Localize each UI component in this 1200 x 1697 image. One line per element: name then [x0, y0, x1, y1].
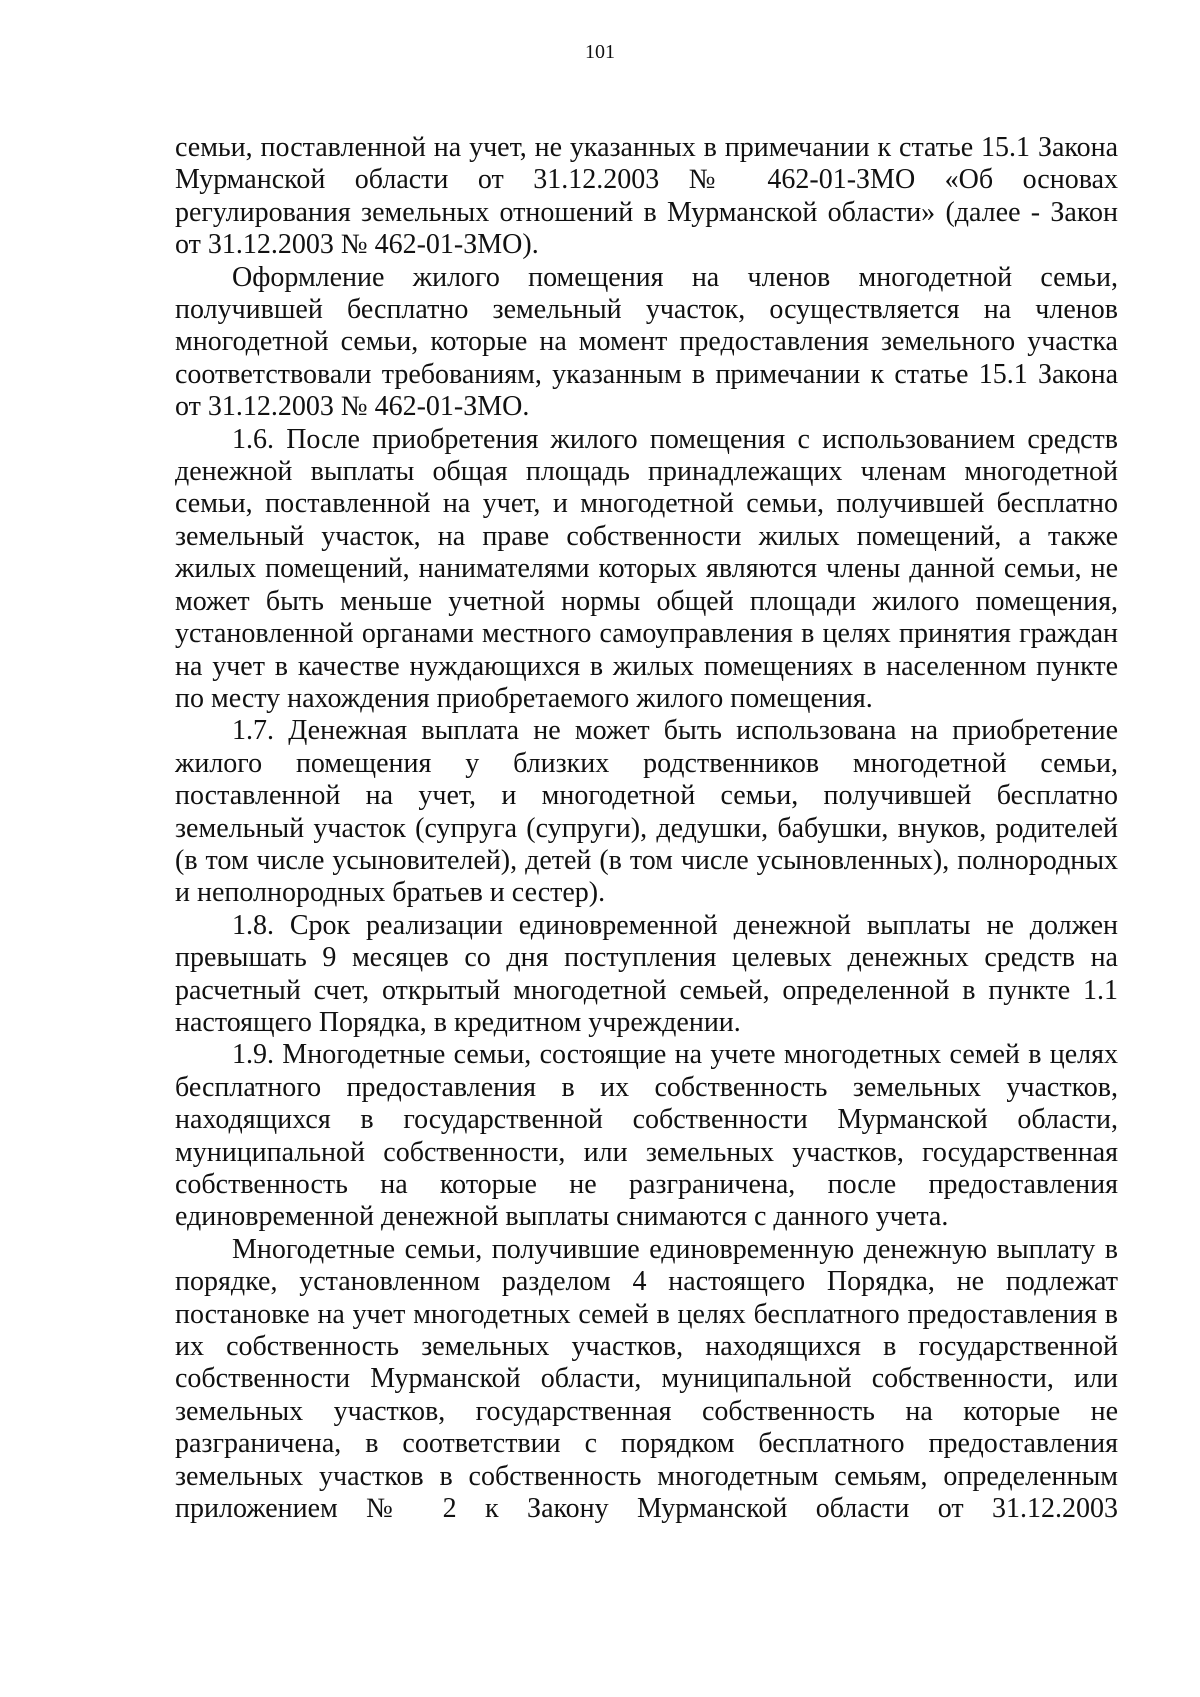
paragraph-1-7: 1.7. Денежная выплата не может быть использована на приобретение жилого помещения у близких родственников многодетной семьи, поставленной на учет, и многодетной семьи, получившей бесплатно земельный участок (супруга (супруги), дедушки, бабушки, внуков, родителей (в том числе усыновителей), детей (в том числе усыновленных), полнородных и неполнородных братьев и сестер). — [175, 715, 1118, 909]
paragraph-continuation: семьи, поставленной на учет, не указанных в примечании к статье 15.1 Закона Мурманской области от 31.12.2003 № 462-01-ЗМО «Об основах регулирования земельных отношений в Мурманской области» (далее - Закон от 31.12.2003 № 462-01-ЗМО). — [175, 132, 1118, 261]
page-number: 101 — [585, 41, 615, 63]
paragraph-1-9: 1.9. Многодетные семьи, состоящие на учете многодетных семей в целях бесплатного предоставления в их собственность земельных участков, находящихся в государственной собственности Мурманской области, муниципальной собственности, или земельных участков, государственная собственность на которые не разграничена, после предоставления единовременной денежной выплаты снимаются с данного учета. — [175, 1039, 1118, 1233]
document-body — [175, 132, 1118, 1525]
paragraph: Многодетные семьи, получившие единовременную денежную выплату в порядке, установленном разделом 4 настоящего Порядка, не подлежат постановке на учет многодетных семей в целях бесплатного предоставления в их собственность земельных участков, находящихся в государственной собственности Мурманской области, муниципальной собственности, или земельных участков, государственная собственность на которые не разграничена, в соответствии с порядком бесплатного предоставления земельных участков в собственность многодетным семьям, определенным приложением № 2 к Закону Мурманской области от 31.12.2003 — [175, 1233, 1118, 1525]
paragraph: Оформление жилого помещения на членов многодетной семьи, получившей бесплатно земельный участок, осуществляется на членов многодетной семьи, которые на момент предоставления земельного участка соответствовали требованиям, указанным в примечании к статье 15.1 Закона от 31.12.2003 № 462-01-ЗМО. — [175, 261, 1118, 423]
paragraph-1-8: 1.8. Срок реализации единовременной денежной выплаты не должен превышать 9 месяцев со дня поступления целевых денежных средств на расчетный счет, открытый многодетной семьей, определенной в пункте 1.1 настоящего Порядка, в кредитном учреждении. — [175, 909, 1118, 1038]
paragraph-1-6: 1.6. После приобретения жилого помещения с использованием средств денежной выплаты общая площадь принадлежащих членам многодетной семьи, поставленной на учет, и многодетной семьи, получившей бесплатно земельный участок, на праве собственности жилых помещений, а также жилых помещений, нанимателями которых являются члены данной семьи, не может быть меньше учетной нормы общей площади жилого помещения, установленной органами местного самоуправления в целях принятия граждан на учет в качестве нуждающихся в жилых помещениях в населенном пункте по месту нахождения приобретаемого жилого помещения. — [175, 423, 1118, 714]
